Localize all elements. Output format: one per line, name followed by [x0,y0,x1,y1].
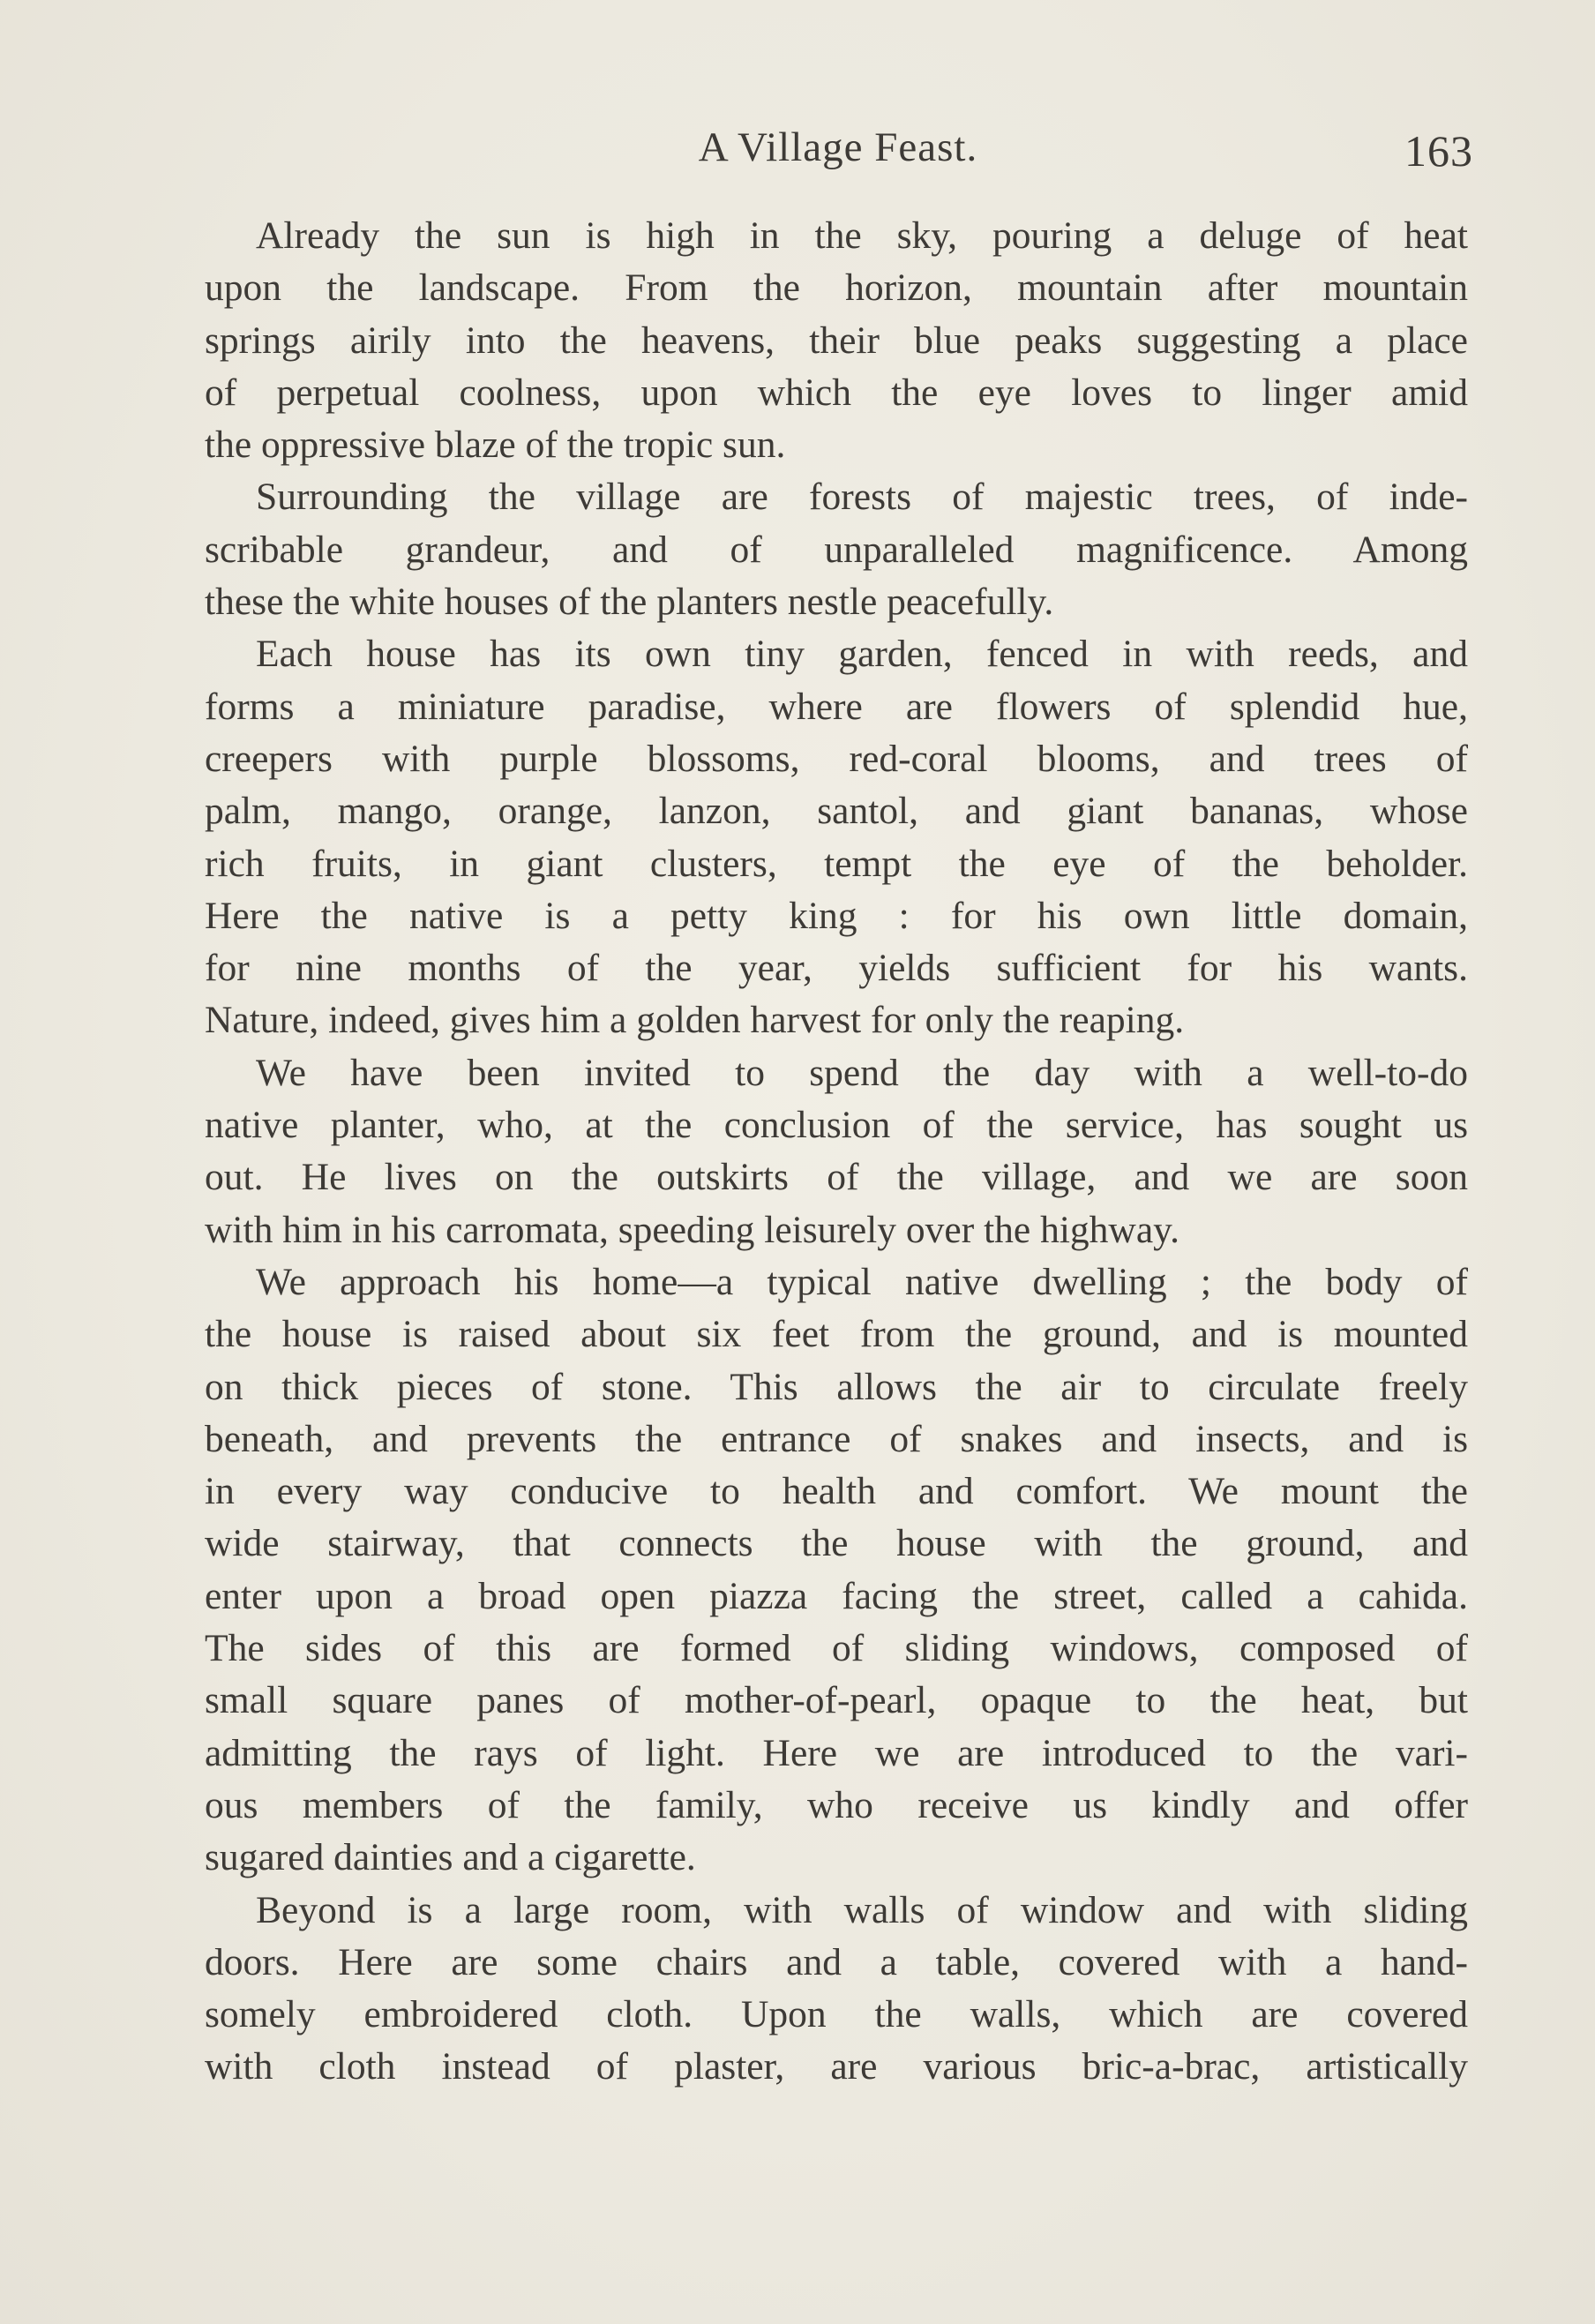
page-header [203,124,1473,185]
paragraph [205,210,1468,471]
text-line: The sides of this are formed of sliding windows, composed of [205,1627,1468,1670]
paragraph [205,1256,1468,1885]
text-line: beneath, and prevents the entrance of snakes and insects, and is [205,1417,1468,1460]
body-text [205,210,1468,2094]
text-line: small square panes of mother-of-pearl, opaque to the heat, but [205,1679,1468,1722]
text-line: Surrounding the village are forests of majestic trees, of inde- [256,476,1468,519]
text-line: in every way conducive to health and comfort. We mount the [205,1470,1468,1513]
text-line: out. He lives on the outskirts of the village, and we are soon [205,1156,1468,1199]
text-line: We approach his home—a typical native dwelling ; the body of [256,1260,1468,1303]
text-line: palm, mango, orange, lanzon, santol, and giant bananas, whose [205,790,1468,833]
page-number: 163 [1404,126,1473,176]
text-line: for nine months of the year, yields sufficient for his wants. [205,947,1468,990]
text-line: the house is raised about six feet from the ground, and is mounted [205,1313,1468,1356]
text-line: forms a miniature paradise, where are flowers of splendid hue, [205,685,1468,728]
text-line: Beyond is a large room, with walls of window and with sliding [256,1888,1468,1931]
text-line: Already the sun is high in the sky, pouring a deluge of heat [256,214,1468,257]
paragraph [205,1047,1468,1256]
text-line: springs airily into the heavens, their blue peaks suggesting a place [205,319,1468,362]
text-line: creepers with purple blossoms, red-coral blooms, and trees of [205,737,1468,780]
text-line: upon the landscape. From the horizon, mountain after mountain [205,266,1468,310]
text-line: enter upon a broad open piazza facing the street, called a cahida. [205,1574,1468,1617]
paragraph [205,628,1468,1046]
text-line: wide stairway, that connects the house with the ground, and [205,1522,1468,1565]
text-line: scribable grandeur, and of unparalleled magnificence. Among [205,528,1468,571]
text-line: Nature, indeed, gives him a golden harvest for only the reaping. [205,999,1185,1042]
text-line: with him in his carromata, speeding leisurely over the highway. [205,1208,1179,1251]
text-line: sugared dainties and a cigarette. [205,1836,696,1879]
text-line: with cloth instead of plaster, are various bric-a-brac, artistically [205,2045,1468,2088]
paragraph [205,471,1468,628]
text-line: doors. Here are some chairs and a table, covered with a hand- [205,1940,1468,1983]
running-title: A Village Feast. [698,124,978,170]
text-line: rich fruits, in giant clusters, tempt the eye of the beholder. [205,842,1468,885]
text-line: We have been invited to spend the day with a well-to-do [256,1051,1468,1094]
text-line: ous members of the family, who receive us kindly and offer [205,1783,1468,1826]
text-line: native planter, who, at the conclusion of the service, has sought us [205,1104,1468,1147]
text-line: on thick pieces of stone. This allows the air to circulate freely [205,1365,1468,1408]
paragraph [205,1885,1468,2094]
text-line: Here the native is a petty king : for his own little domain, [205,894,1468,937]
text-line: admitting the rays of light. Here we are introduced to the vari- [205,1731,1468,1774]
text-line: somely embroidered cloth. Upon the walls, which are covered [205,1993,1468,2036]
text-line: Each house has its own tiny garden, fenced in with reeds, and [256,633,1468,676]
text-line: these the white houses of the planters nestle peacefully. [205,581,1054,624]
text-line: of perpetual coolness, upon which the eye loves to linger amid [205,371,1468,414]
text-line: the oppressive blaze of the tropic sun. [205,424,786,467]
